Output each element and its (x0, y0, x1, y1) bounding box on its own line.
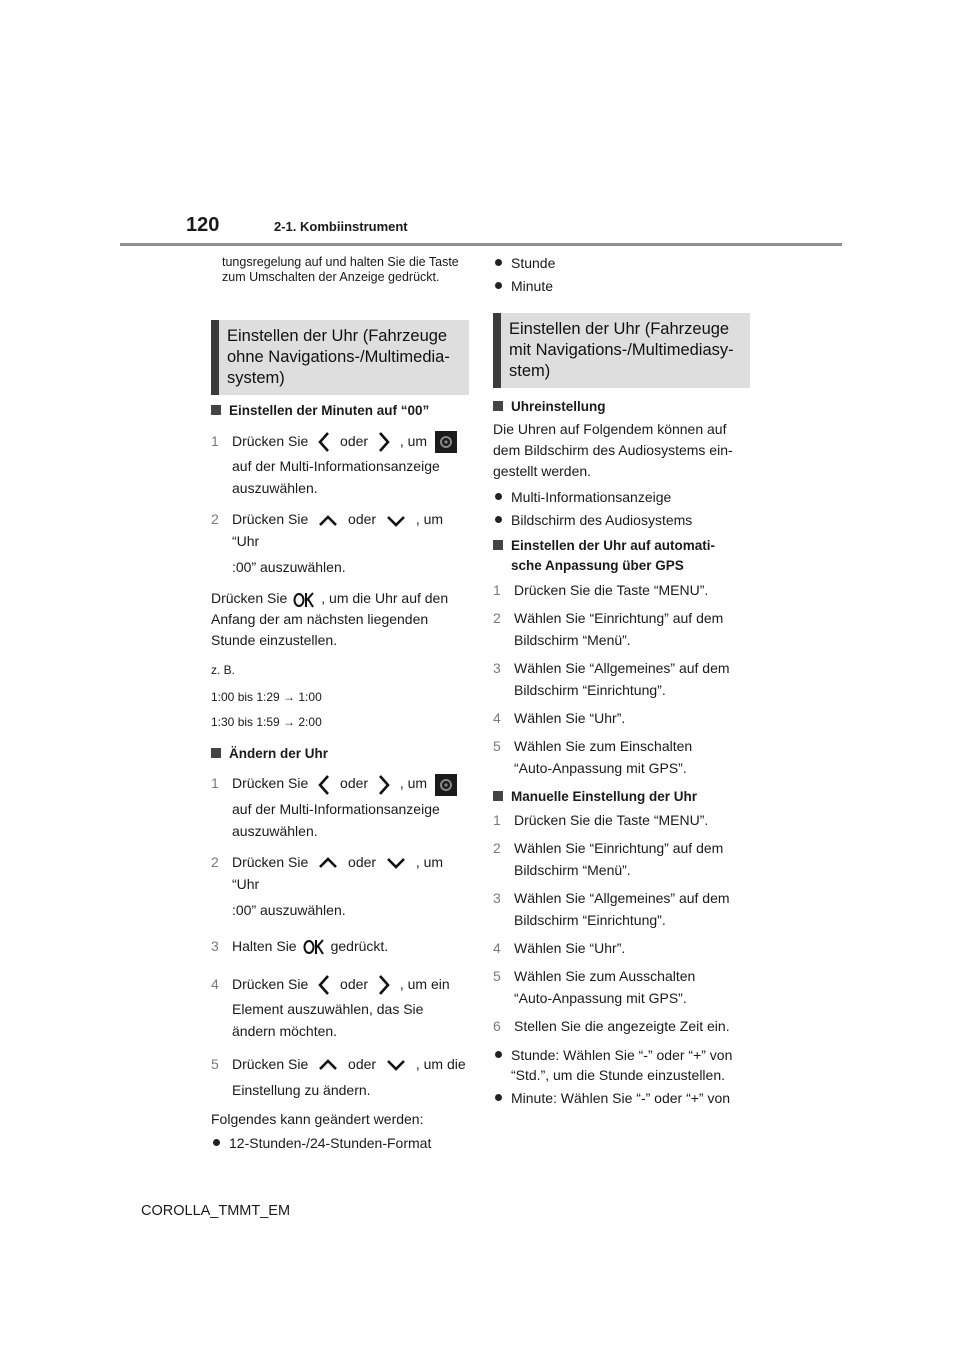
list-item: Minute (493, 276, 755, 296)
heading-clock-setting: Uhreinstellung (493, 397, 755, 417)
gps-step-5: 5 Wählen Sie zum Einschalten “Auto-Anpassung mit GPS”. (493, 738, 693, 776)
change-step-3: 3 Halten Sie gedrückt. (211, 937, 389, 954)
left-column (211, 401, 473, 1153)
manual-step-3: 3 Wählen Sie “Allgemeines” auf dem Bildschirm “Einrichtung”. (493, 890, 730, 928)
heading-manual: Manuelle Einstellung der Uhr (493, 787, 755, 807)
example-1: 1:00 bis 1:29 → 1:00 (211, 690, 322, 705)
gps-step-3: 3 Wählen Sie “Allgemeines” auf dem Bildschirm “Einrichtung”. (493, 660, 730, 698)
list-item: 12-Stunden-/24-Stunden-Format (211, 1133, 473, 1153)
square-marker-icon (493, 791, 503, 801)
change-step-5: 5 Drücken Sie oder , um die Einstellung zu ändern. (211, 1055, 466, 1098)
ok-instruction: Drücken Sie , um die Uhr auf den Anfang der am nächsten liegenden Stunde einzustellen. (211, 590, 449, 649)
change-step-1: 1 Drücken Sie oder , um auf der Multi-Informationsanzeige auszuwählen. (211, 772, 473, 841)
bullet-icon (495, 1051, 502, 1058)
gps-step-2: 2 Wählen Sie “Einrichtung” auf dem Bildschirm “Menü”. (493, 610, 724, 648)
ok-button-icon (303, 939, 325, 955)
chevron-right-icon (378, 774, 390, 796)
square-marker-icon (211, 748, 221, 758)
header-rule (120, 243, 842, 246)
bullet-icon (495, 1094, 502, 1101)
chevron-up-icon (318, 857, 338, 869)
square-marker-icon (211, 405, 221, 415)
manual-step-5: 5 Wählen Sie zum Ausschalten “Auto-Anpassung mit GPS”. (493, 968, 696, 1006)
manual-step-6: 6 Stellen Sie die angezeigte Zeit ein. (493, 1018, 730, 1034)
chevron-left-icon (318, 774, 330, 796)
square-marker-icon (493, 401, 503, 411)
bullet-icon (495, 259, 502, 266)
right-column (493, 397, 755, 1108)
right-section-box (493, 313, 750, 388)
continued-text: tungsregelung auf und halten Sie die Taste zum Umschalten der Anzeige gedrückt. (222, 255, 459, 284)
manual-step-4: 4 Wählen Sie “Uhr”. (493, 940, 626, 956)
chevron-down-icon (386, 515, 406, 527)
ok-button-icon (293, 592, 315, 608)
settings-gear-icon (435, 431, 457, 453)
example-2: 1:30 bis 1:59 → 2:00 (211, 715, 322, 730)
chevron-down-icon (386, 1059, 406, 1071)
bullet-icon (495, 516, 502, 523)
left-section-box (211, 320, 469, 395)
list-item: Minute: Wählen Sie “-” oder “+” von (493, 1088, 755, 1108)
chevron-left-icon (318, 974, 330, 996)
chevron-right-icon (378, 431, 390, 453)
bullet-icon (213, 1139, 220, 1146)
left-intro (222, 255, 484, 285)
right-top-bullets (493, 253, 755, 296)
step-2: 2 Drücken Sie oder , um “Uhr :00” auszuwählen. (211, 511, 444, 576)
page-number: 120 (186, 214, 220, 236)
example-label: z. B. (211, 663, 236, 678)
bullet-icon (495, 493, 502, 500)
section-title: Einstellen der Uhr (Fahrzeuge ohne Navigations-/Multimedia-system) (211, 320, 469, 395)
chevron-up-icon (318, 1059, 338, 1071)
chevron-down-icon (386, 857, 406, 869)
chapter-title: 2-1. Kombiinstrument (274, 219, 408, 234)
document-code: COROLLA_TMMT_EM (141, 1203, 291, 1219)
gps-step-4: 4 Wählen Sie “Uhr”. (493, 710, 626, 726)
list-item: Stunde (493, 253, 755, 273)
list-item: Stunde: Wählen Sie “-” oder “+” von “Std.”, um die Stunde einzustellen. (493, 1045, 755, 1085)
manual-step-1: 1 Drücken Sie die Taste “MENU”. (493, 812, 709, 828)
heading-change-clock: Ändern der Uhr (211, 744, 473, 764)
section-title: Einstellen der Uhr (Fahrzeuge mit Navigations-/Multimediasy-stem) (493, 313, 750, 388)
chevron-left-icon (318, 431, 330, 453)
change-step-2: 2 Drücken Sie oder , um “Uhr :00” auszuwählen. (211, 853, 444, 918)
heading-minutes: Einstellen der Minuten auf “00” (211, 401, 473, 421)
settings-gear-icon (435, 774, 457, 796)
list-item: Bildschirm des Audiosystems (493, 510, 755, 530)
change-step-4: 4 Drücken Sie oder , um ein Element auszuwählen, das Sie ändern möchten. (211, 975, 450, 1039)
step-1: 1 Drücken Sie oder , um auf der Multi-Informationsanzeige auszuwählen. (211, 430, 473, 499)
chevron-up-icon (318, 515, 338, 527)
intro-paragraph: Die Uhren auf Folgendem können auf dem Bildschirm des Audiosystems ein-gestellt werden. (493, 421, 733, 479)
heading-gps: Einstellen der Uhr auf automati- sche Anpassung über GPS (493, 536, 755, 576)
bullet-icon (495, 282, 502, 289)
chevron-right-icon (378, 974, 390, 996)
gps-step-1: 1 Drücken Sie die Taste “MENU”. (493, 582, 709, 598)
manual-step-2: 2 Wählen Sie “Einrichtung” auf dem Bildschirm “Menü”. (493, 840, 724, 878)
square-marker-icon (493, 540, 503, 550)
can-change-text: Folgendes kann geändert werden: (211, 1110, 424, 1127)
list-item: Multi-Informationsanzeige (493, 487, 755, 507)
